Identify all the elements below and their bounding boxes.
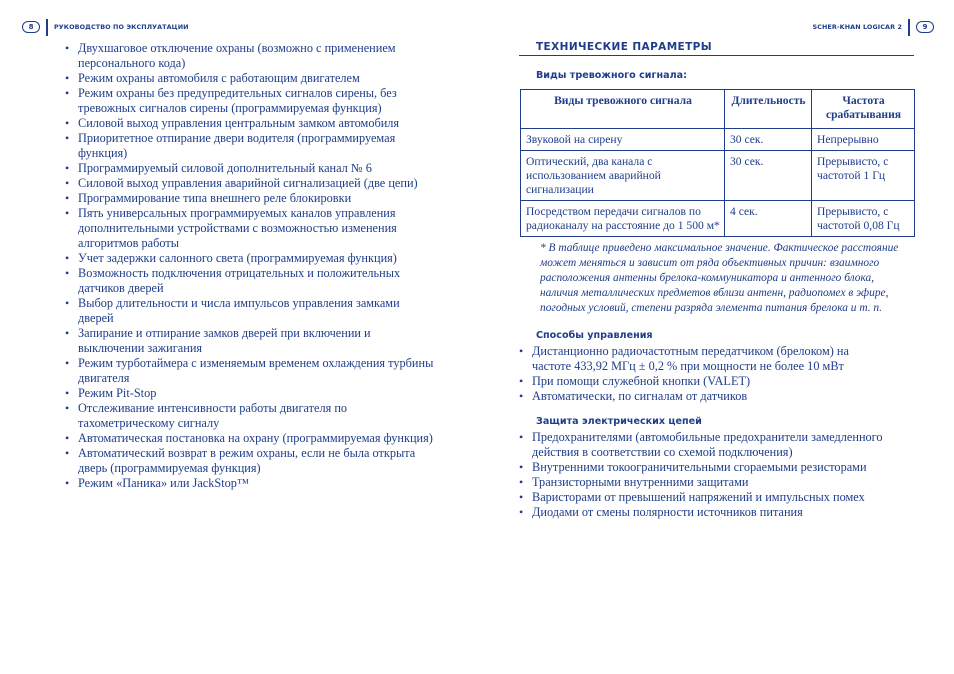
list-item: • Запирание и отпирание замков дверей при включении и выключении зажигания	[65, 326, 437, 356]
right-page-number: 9	[916, 21, 934, 33]
table-row	[521, 201, 915, 237]
list-item: • Внутренними токоограничительными сгораемыми резисторами	[519, 460, 891, 475]
alarm-signal-table	[520, 89, 915, 237]
table-header-row	[521, 90, 915, 129]
list-item: • Двухшаговое отключение охраны (возможно с применением персонального кода)	[65, 41, 437, 71]
table-cell: Прерывисто, с частотой 0,08 Гц	[812, 201, 915, 237]
list-item: • Отслеживание интенсивности работы двигателя по тахометрическому сигналу	[65, 401, 437, 431]
list-item: • Автоматический возврат в режим охраны, если не была открыта дверь (программируемая функция)	[65, 446, 437, 476]
section-title: ТЕХНИЧЕСКИЕ ПАРАМЕТРЫ	[519, 41, 914, 56]
list-item: • Варисторами от превышений напряжений и импульсных помех	[519, 490, 891, 505]
table-footnote: * В таблице приведено максимальное значение. Фактическое расстояние может меняться и зависит от ряда объективных причин: взаимного расположения антенны брелока-коммуникатора и антенного блока, наличия металлических предметов вблизи антенн, радиопомех в эфире, погодных условий, степени разряда элемента питания брелока и т. п.	[540, 242, 899, 314]
table-cell: Звуковой на сирену	[521, 129, 725, 151]
header-divider	[908, 19, 910, 36]
table-cell: Непрерывно	[812, 129, 915, 151]
table-cell: Прерывисто, с частотой 1 Гц	[812, 151, 915, 201]
control-methods-heading: Способы управления	[536, 330, 653, 341]
table-cell: 30 сек.	[725, 151, 812, 201]
list-item: • Режим «Паника» или JackStop™	[65, 476, 437, 491]
table-cell: 30 сек.	[725, 129, 812, 151]
column-header: Виды тревожного сигнала	[521, 90, 725, 129]
list-item: • Возможность подключения отрицательных и положительных датчиков дверей	[65, 266, 437, 296]
table-cell: 4 сек.	[725, 201, 812, 237]
list-item: • Силовой выход управления аварийной сигнализацией (две цепи)	[65, 176, 437, 191]
list-item: • Программирование типа внешнего реле блокировки	[65, 191, 437, 206]
list-item: • Программируемый силовой дополнительный канал № 6	[65, 161, 437, 176]
left-page-number: 8	[22, 21, 40, 33]
list-item: • Пять универсальных программируемых каналов управления дополнительными устройствами с возможностью изменения алгоритмов работы	[65, 206, 437, 251]
circuit-protection-list	[519, 430, 891, 520]
right-page-header	[812, 17, 934, 37]
list-item: • Режим Pit-Stop	[65, 386, 437, 401]
table-row	[521, 129, 915, 151]
circuit-protection-heading: Защита электрических цепей	[536, 416, 702, 427]
column-header: Длительность	[725, 90, 812, 129]
list-item: • Силовой выход управления центральным замком автомобиля	[65, 116, 437, 131]
list-item: • Режим охраны без предупредительных сигналов сирены, без тревожных сигналов сирены (программируемая функция)	[65, 86, 437, 116]
list-item: • Учет задержки салонного света (программируемая функция)	[65, 251, 437, 266]
column-header: Частота срабатывания	[812, 90, 915, 129]
list-item: • Диодами от смены полярности источников питания	[519, 505, 891, 520]
control-methods-list	[519, 344, 891, 404]
technical-parameters-section	[519, 41, 914, 520]
list-item: • Выбор длительности и числа импульсов управления замками дверей	[65, 296, 437, 326]
list-item: • При помощи служебной кнопки (VALET)	[519, 374, 891, 389]
table-cell: Оптический, два канала с использованием аварийной сигнализации	[521, 151, 725, 201]
table-row	[521, 151, 915, 201]
list-item: • Дистанционно радиочастотным передатчиком (брелоком) на частоте 433,92 МГц ± 0,2 % при мощности не более 10 мВт	[519, 344, 891, 374]
alarm-types-heading: Виды тревожного сигнала:	[536, 70, 687, 81]
left-page-header	[22, 17, 189, 37]
header-divider	[46, 19, 48, 36]
list-item: • Приоритетное отпирание двери водителя (программируемая функция)	[65, 131, 437, 161]
list-item: • Транзисторными внутренними защитами	[519, 475, 891, 490]
right-running-title: SCHER-KHAN LOGICAR 2	[812, 23, 902, 31]
feature-list	[65, 41, 437, 491]
left-running-title: РУКОВОДСТВО ПО ЭКСПЛУАТАЦИИ	[54, 23, 189, 31]
list-item: • Режим охраны автомобиля с работающим двигателем	[65, 71, 437, 86]
list-item: • Предохранителями (автомобильные предохранители замедленного действия в соответствии со схемой подключения)	[519, 430, 891, 460]
table-cell: Посредством передачи сигналов по радиоканалу на расстояние до 1 500 м*	[521, 201, 725, 237]
list-item: • Автоматически, по сигналам от датчиков	[519, 389, 891, 404]
list-item: • Режим турботаймера с изменяемым временем охлаждения турбины двигателя	[65, 356, 437, 386]
list-item: • Автоматическая постановка на охрану (программируемая функция)	[65, 431, 437, 446]
